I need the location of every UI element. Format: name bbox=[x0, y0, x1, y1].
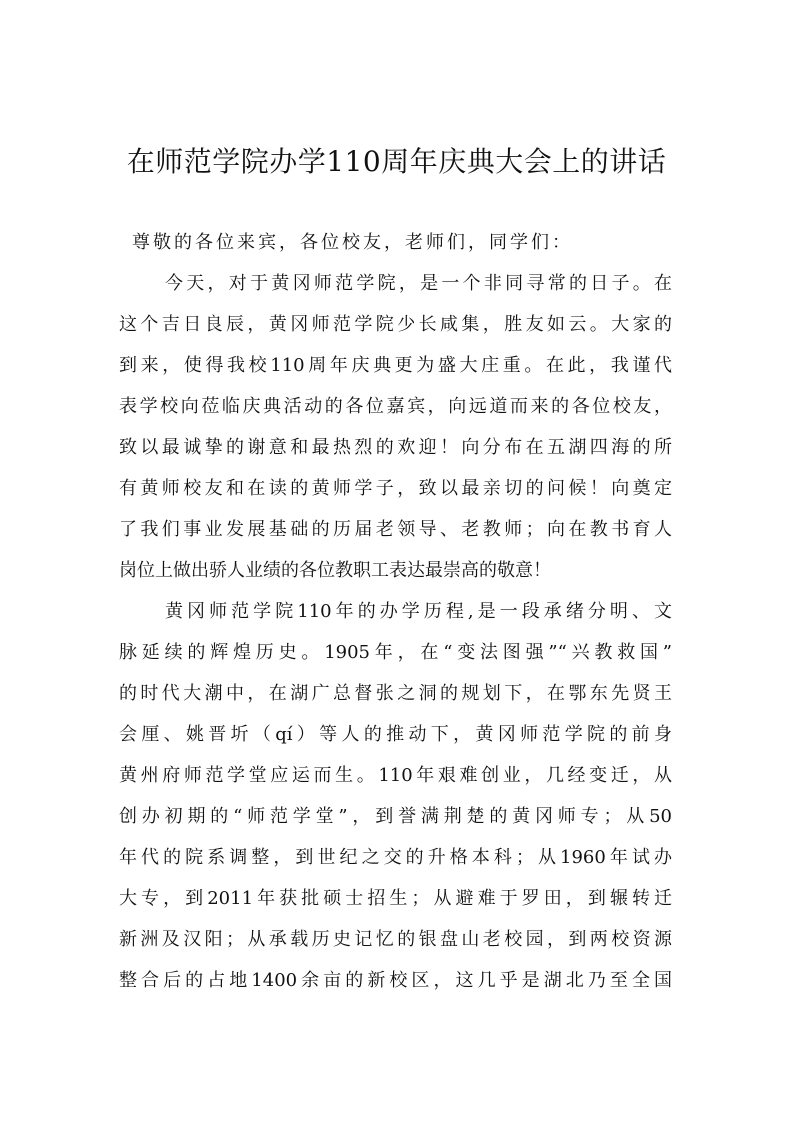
paragraph-line: 的时代大潮中，在湖广总督张之洞的规划下，在鄂东先贤王 bbox=[119, 683, 672, 704]
paragraph-line: 到来，使得我校110周年庆典更为盛大庄重。在此，我谨代 bbox=[119, 355, 672, 376]
paragraph-line: 了我们事业发展基础的历届老领导、老教师；向在教书育人 bbox=[119, 519, 672, 540]
paragraph-line: 新洲及汉阳；从承载历史记忆的银盘山老校园，到两校资源 bbox=[119, 929, 672, 950]
paragraph bbox=[119, 591, 672, 1001]
document-body bbox=[119, 222, 672, 1001]
paragraph-line: 表学校向莅临庆典活动的各位嘉宾，向远道而来的各位校友， bbox=[119, 396, 672, 417]
paragraph-line: 黄冈师范学院110年的办学历程,是一段承绪分明、文 bbox=[165, 601, 672, 622]
paragraph-line: 脉延续的辉煌历史。1905年，在“变法图强”“兴教救国” bbox=[119, 642, 672, 663]
paragraph-line: 大专，到2011年获批硕士招生；从避难于罗田，到辗转迁 bbox=[119, 888, 672, 909]
document-title: 在师范学院办学110周年庆典大会上的讲话 bbox=[126, 145, 667, 178]
greeting: 尊敬的各位来宾，各位校友，老师们，同学们： bbox=[132, 232, 573, 253]
paragraph-line: 创办初期的“师范学堂”，到誉满荆楚的黄冈师专；从50 bbox=[119, 806, 672, 827]
paragraph-line: 岗位上做出骄人业绩的各位教职工表达最崇高的敬意！ bbox=[119, 560, 551, 581]
paragraph-line: 致以最诚挚的谢意和最热烈的欢迎！向分布在五湖四海的所 bbox=[119, 437, 672, 458]
paragraph bbox=[119, 263, 672, 591]
paragraph-line: 有黄师校友和在读的黄师学子，致以最亲切的问候！向奠定 bbox=[119, 478, 672, 499]
paragraph-line: 今天，对于黄冈师范学院，是一个非同寻常的日子。在 bbox=[165, 273, 672, 294]
paragraph-line: 年代的院系调整，到世纪之交的升格本科；从1960年试办 bbox=[119, 847, 672, 868]
paragraph-line: 会厘、姚晋圻（qí）等人的推动下，黄冈师范学院的前身 bbox=[119, 724, 672, 745]
paragraph-line: 这个吉日良辰，黄冈师范学院少长咸集，胜友如云。大家的 bbox=[119, 314, 672, 335]
paragraph-line: 黄州府师范学堂应运而生。110年艰难创业，几经变迁，从 bbox=[119, 765, 672, 786]
paragraph-line: 整合后的占地1400余亩的新校区，这几乎是湖北乃至全国 bbox=[119, 970, 672, 991]
